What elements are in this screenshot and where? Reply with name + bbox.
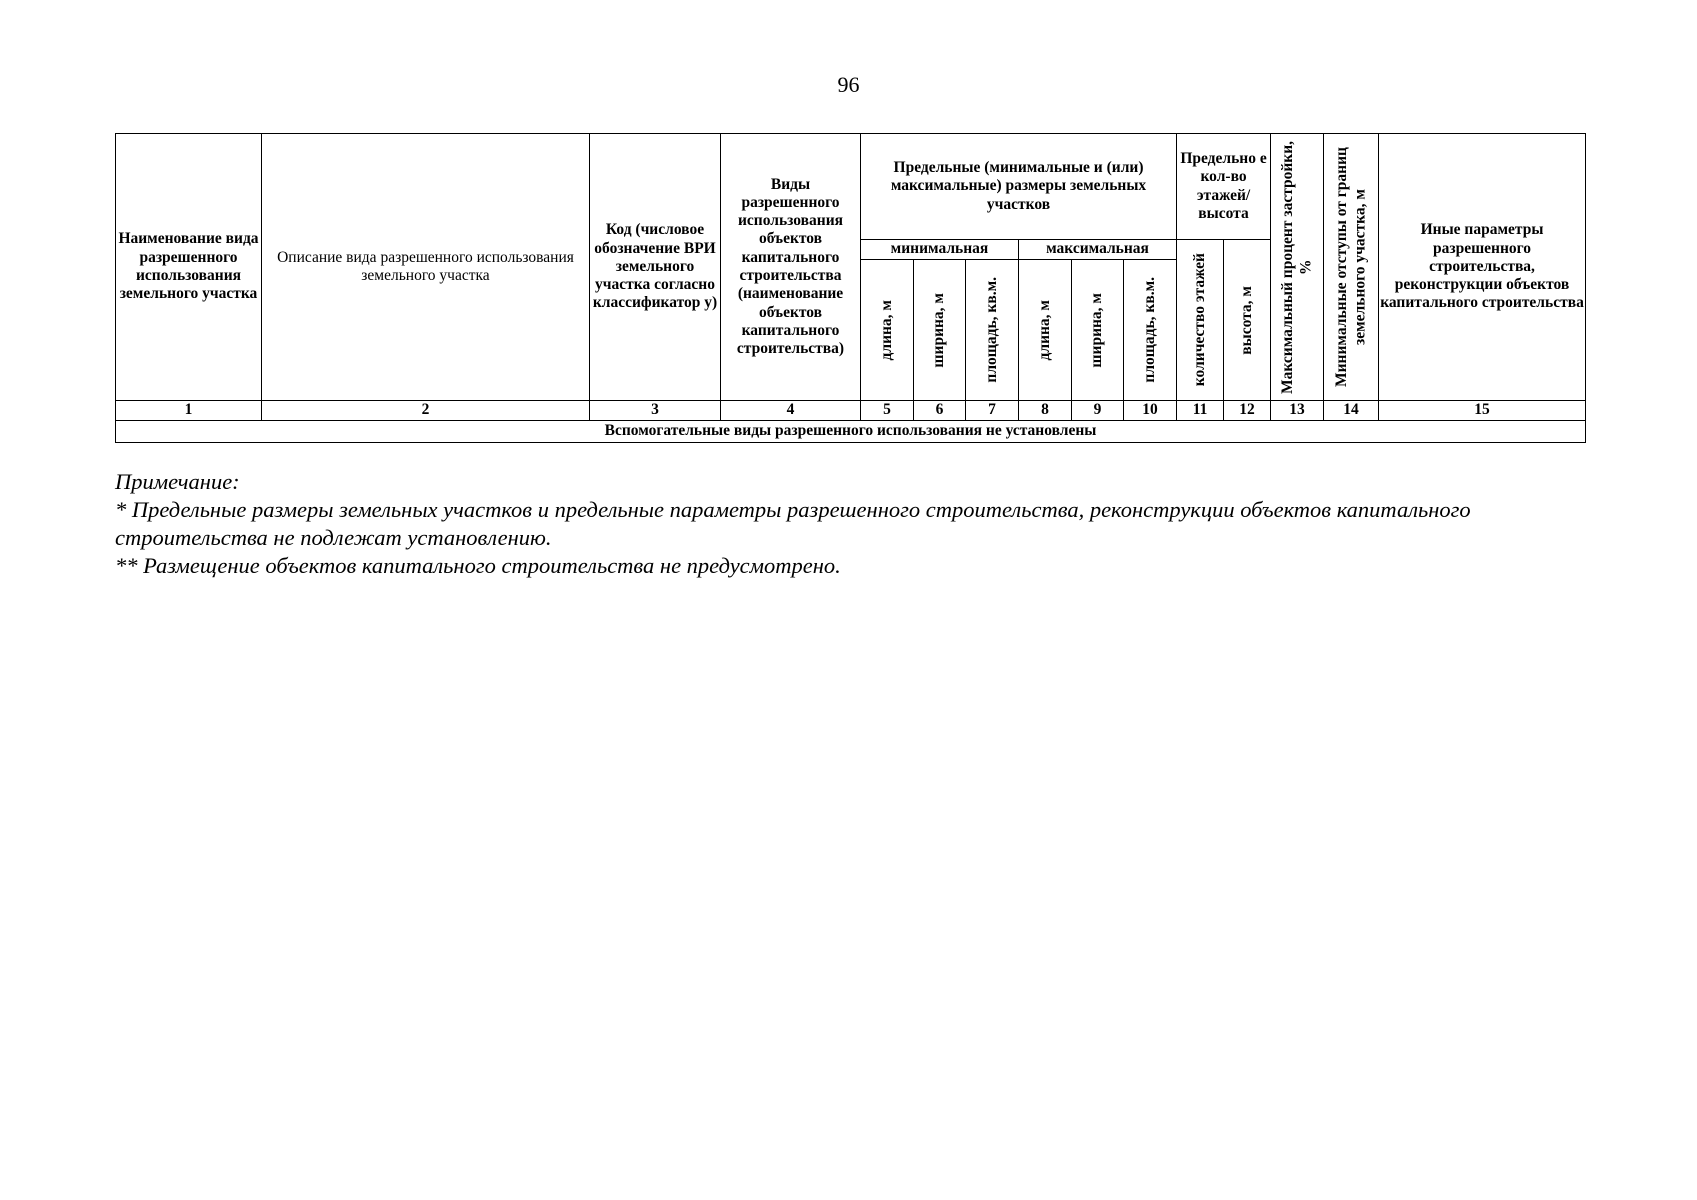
column-number: 14 <box>1324 401 1379 421</box>
header-limit-sizes: Предельные (минимальные и (или) максимальные) размеры земельных участков <box>861 134 1177 240</box>
header-minimal: минимальная <box>861 240 1019 260</box>
header-min-length <box>861 260 914 401</box>
header-max-length-text: длина, м <box>1035 299 1053 361</box>
merged-row-auxiliary: Вспомогательные виды разрешенного использования не установлены <box>116 421 1586 443</box>
column-number: 8 <box>1019 401 1072 421</box>
column-number: 7 <box>966 401 1019 421</box>
header-min-width <box>914 260 966 401</box>
column-number: 3 <box>590 401 721 421</box>
header-height <box>1224 240 1271 401</box>
column-number: 11 <box>1177 401 1224 421</box>
column-number: 9 <box>1072 401 1124 421</box>
note-1: * Предельные размеры земельных участков и предельные параметры разрешенного строительства, реконструкции объектов капитального строительства не подлежат установлению. <box>115 497 1471 550</box>
header-description: Описание вида разрешенного использования земельного участка <box>262 134 590 401</box>
header-floor-count <box>1177 240 1224 401</box>
column-number: 1 <box>116 401 262 421</box>
notes-title: Примечание: <box>115 469 240 494</box>
header-maximal: максимальная <box>1019 240 1177 260</box>
header-min-width-text: ширина, м <box>930 292 948 368</box>
header-min-length-text: длина, м <box>877 299 895 361</box>
column-number: 12 <box>1224 401 1271 421</box>
note-2: ** Размещение объектов капитального строительства не предусмотрено. <box>115 553 841 578</box>
header-max-width-text: ширина, м <box>1088 292 1106 368</box>
column-number: 4 <box>721 401 861 421</box>
notes <box>115 468 1590 580</box>
column-number: 6 <box>914 401 966 421</box>
header-min-area-text: площадь, кв.м. <box>982 277 1000 383</box>
page-number: 96 <box>837 72 860 97</box>
header-max-percent <box>1271 134 1324 401</box>
header-height-text: высота, м <box>1237 285 1255 355</box>
column-number: 15 <box>1379 401 1586 421</box>
header-max-area-text: площадь, кв.м. <box>1140 277 1158 383</box>
header-floors-group: Предельно е кол-во этажей/ высота <box>1177 134 1271 240</box>
header-min-setback <box>1324 134 1379 401</box>
header-min-setback-text: Минимальные отступы от границ земельного участка, м <box>1332 147 1369 387</box>
header-min-area <box>966 260 1019 401</box>
header-name: Наименование вида разрешенного использования земельного участка <box>116 134 262 401</box>
header-max-width <box>1072 260 1124 401</box>
column-number: 10 <box>1124 401 1177 421</box>
header-max-percent-text: Максимальный процент застройки, % <box>1278 140 1315 394</box>
column-number: 13 <box>1271 401 1324 421</box>
header-other-params: Иные параметры разрешенного строительства, реконструкции объектов капитального строительства <box>1379 134 1586 401</box>
column-number: 5 <box>861 401 914 421</box>
column-number: 2 <box>262 401 590 421</box>
header-max-area <box>1124 260 1177 401</box>
header-max-length <box>1019 260 1072 401</box>
header-floor-count-text: количество этажей <box>1190 253 1208 387</box>
header-code: Код (числовое обозначение ВРИ земельного участка согласно классификатор у) <box>590 134 721 401</box>
regulations-table <box>115 133 1586 443</box>
header-kinds: Виды разрешенного использования объектов капитального строительства (наименование объектов капитального строительства) <box>721 134 861 401</box>
